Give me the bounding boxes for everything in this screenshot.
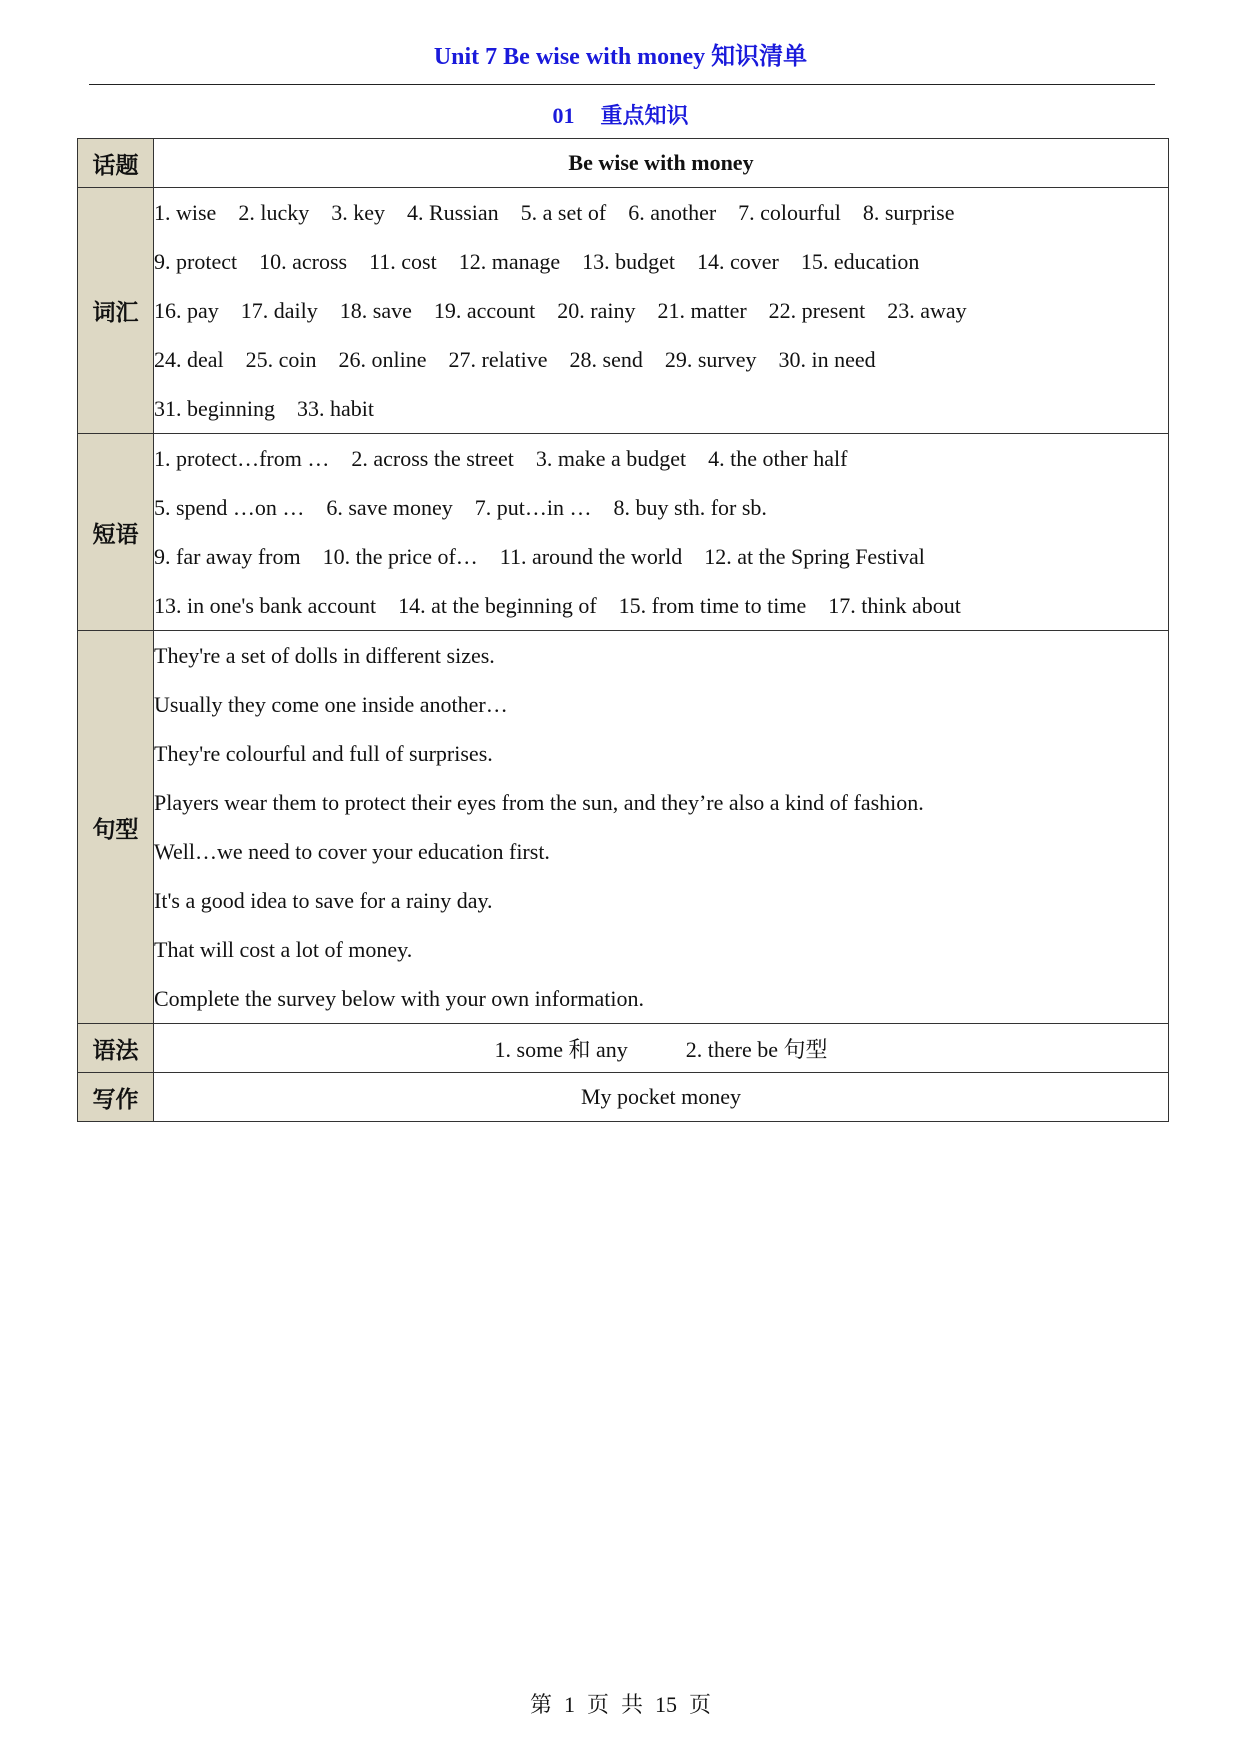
writing-value: My pocket money xyxy=(154,1073,1169,1122)
phrases-label: 短语 xyxy=(78,434,154,631)
list-item: 15. education xyxy=(800,249,920,274)
sentences-label: 句型 xyxy=(78,631,154,1024)
footer-total-unit: 页 xyxy=(689,1692,712,1717)
list-item: 9. far away from xyxy=(154,544,301,569)
content-line xyxy=(154,483,1168,532)
list-item: 21. matter xyxy=(657,298,747,323)
knowledge-table xyxy=(77,138,1169,1122)
list-item: 10. across xyxy=(259,249,348,274)
section-number: 01 xyxy=(552,103,575,128)
list-item: 12. at the Spring Festival xyxy=(704,544,925,569)
grammar-row xyxy=(78,1024,1169,1073)
vocab-label: 词汇 xyxy=(78,188,154,434)
list-item: 2. lucky xyxy=(238,200,310,225)
list-item: 15. from time to time xyxy=(618,593,807,618)
list-item: 28. send xyxy=(569,347,643,372)
phrases-content xyxy=(154,434,1169,631)
footer-page-label: 第 xyxy=(529,1692,552,1717)
list-item: 18. save xyxy=(339,298,412,323)
list-item: 3. make a budget xyxy=(535,446,687,471)
list-item: 3. key xyxy=(331,200,385,225)
vocab-content xyxy=(154,188,1169,434)
content-line xyxy=(154,188,1168,237)
list-item: 23. away xyxy=(887,298,967,323)
list-item: 4. Russian xyxy=(406,200,499,225)
content-line: Complete the survey below with your own information. xyxy=(154,986,645,1011)
content-line: They're colourful and full of surprises. xyxy=(154,741,493,766)
list-item: 30. in need xyxy=(778,347,876,372)
list-item: 6. another xyxy=(628,200,717,225)
list-item: 10. the price of… xyxy=(322,544,478,569)
content-line: It's a good idea to save for a rainy day. xyxy=(154,888,493,913)
section-heading xyxy=(0,99,1241,130)
topic-value: Be wise with money xyxy=(154,139,1169,188)
list-item: 25. coin xyxy=(245,347,317,372)
list-item: 29. survey xyxy=(664,347,757,372)
list-item: 33. habit xyxy=(297,396,374,421)
content-line xyxy=(154,335,1168,384)
list-item: 2. across the street xyxy=(351,446,514,471)
header-rule xyxy=(89,84,1155,85)
content-line: They're a set of dolls in different sizes. xyxy=(154,643,495,668)
content-line: Usually they come one inside another… xyxy=(154,692,508,717)
footer-total-label: 共 xyxy=(621,1692,644,1717)
list-item: 13. budget xyxy=(582,249,675,274)
list-item: 19. account xyxy=(433,298,536,323)
content-line: Well…we need to cover your education first. xyxy=(154,839,550,864)
list-item: 14. cover xyxy=(697,249,779,274)
list-item: 9. protect xyxy=(154,249,238,274)
writing-row xyxy=(78,1073,1169,1122)
list-item: 11. around the world xyxy=(499,544,683,569)
list-item: 31. beginning xyxy=(154,396,275,421)
content-line: Players wear them to protect their eyes from the sun, and they’re also a kind of fashion. xyxy=(154,790,924,815)
grammar-label: 语法 xyxy=(78,1024,154,1073)
list-item: 12. manage xyxy=(458,249,561,274)
list-item: 8. buy sth. for sb. xyxy=(613,495,767,520)
content-line xyxy=(154,286,1168,335)
list-item: 4. the other half xyxy=(708,446,848,471)
list-item: 27. relative xyxy=(448,347,548,372)
list-item: 6. save money xyxy=(326,495,453,520)
sentences-content xyxy=(154,631,1169,1024)
grammar-item: 2. there be 句型 xyxy=(685,1036,828,1062)
content-line xyxy=(154,384,1168,433)
document-title: Unit 7 Be wise with money 知识清单 xyxy=(433,44,808,70)
list-item: 20. rainy xyxy=(557,298,636,323)
topic-row xyxy=(78,139,1169,188)
list-item: 26. online xyxy=(338,347,427,372)
phrases-row xyxy=(78,434,1169,631)
list-item: 17. daily xyxy=(240,298,318,323)
list-item: 13. in one's bank account xyxy=(154,593,377,618)
list-item: 24. deal xyxy=(154,347,224,372)
page-footer xyxy=(0,1688,1241,1719)
list-item: 5. spend …on … xyxy=(154,495,305,520)
footer-page-number: 1 xyxy=(563,1692,575,1717)
list-item: 5. a set of xyxy=(520,200,607,225)
list-item: 8. surprise xyxy=(862,200,955,225)
content-line xyxy=(154,532,1168,581)
list-item: 11. cost xyxy=(369,249,437,274)
topic-label: 话题 xyxy=(78,139,154,188)
content-line xyxy=(154,581,1168,630)
list-item: 1. wise xyxy=(154,200,217,225)
vocab-row xyxy=(78,188,1169,434)
list-item: 16. pay xyxy=(154,298,219,323)
writing-label: 写作 xyxy=(78,1073,154,1122)
list-item: 1. protect…from … xyxy=(154,446,330,471)
content-line: That will cost a lot of money. xyxy=(154,937,413,962)
footer-total-pages: 15 xyxy=(655,1692,678,1717)
list-item: 7. put…in … xyxy=(474,495,592,520)
list-item: 14. at the beginning of xyxy=(398,593,597,618)
content-line xyxy=(154,434,1168,483)
footer-page-unit: 页 xyxy=(586,1692,609,1717)
sentences-row xyxy=(78,631,1169,1024)
list-item: 7. colourful xyxy=(738,200,841,225)
grammar-content xyxy=(154,1024,1169,1073)
section-title: 重点知识 xyxy=(600,103,689,128)
content-line xyxy=(154,237,1168,286)
list-item: 22. present xyxy=(768,298,866,323)
list-item: 17. think about xyxy=(828,593,961,618)
grammar-item: 1. some 和 any xyxy=(494,1036,628,1062)
